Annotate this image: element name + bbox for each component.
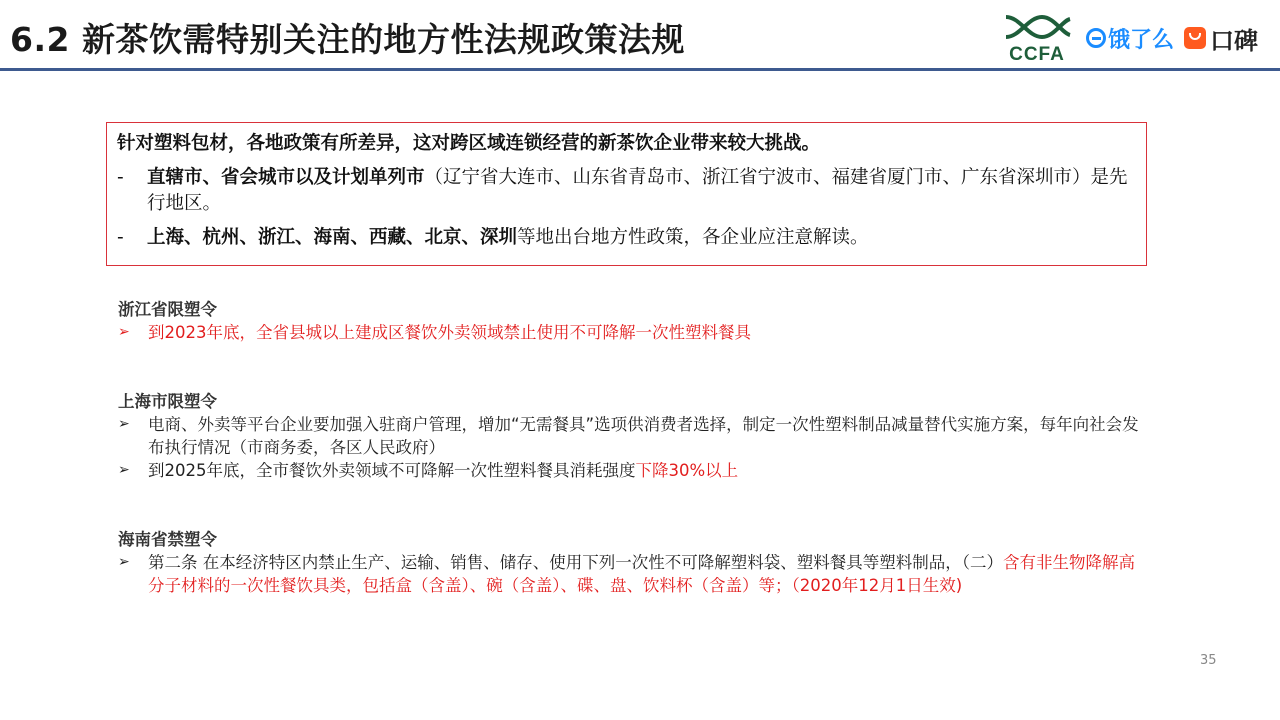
page-number: 35 <box>1200 653 1217 668</box>
summary-item-text: （辽宁省大连市、山东省青岛市、浙江省宁波市、福建省厦门市、广东省深圳市）是先行地区。 <box>147 167 1128 214</box>
koubei-logo <box>1184 21 1258 56</box>
section-title: 上海市限塑令 <box>118 392 217 411</box>
arrow-bullet-icon: ➢ <box>118 416 130 432</box>
dash-bullet: - <box>117 167 124 188</box>
list-item-text: 到2025年底，全市餐饮外卖领域不可降解一次性塑料餐具消耗强度 <box>148 461 636 480</box>
summary-item-text: 等地出台地方性政策，各企业应注意解读。 <box>517 227 869 248</box>
eleme-logo-text: 饿了么 <box>1107 27 1174 53</box>
section-title: 海南省禁塑令 <box>118 530 217 549</box>
summary-item <box>117 165 1136 217</box>
list-item <box>118 413 1148 459</box>
summary-heading: 针对塑料包材，各地政策有所差异，这对跨区域连锁经营的新茶饮企业带来较大挑战。 <box>117 133 821 154</box>
ccfa-logo-text: CCFA <box>1009 44 1065 65</box>
eleme-icon <box>1086 28 1106 48</box>
arrow-bullet-icon: ➢ <box>118 554 130 570</box>
ccfa-logo <box>998 11 1076 65</box>
list-item <box>118 459 1148 482</box>
arrow-bullet-icon: ➢ <box>118 324 130 340</box>
list-item-text: 到2023年底，全省县城以上建成区餐饮外卖领域禁止使用不可降解一次性塑料餐具 <box>148 323 751 342</box>
highlight-text: 含有非生物降解高分子材料的一次性餐饮具类，包括盒（含盖）、碗（含盖）、碟、盘、饮料杯（含盖）等；（2020年12月1日生效) <box>148 553 1135 595</box>
page-title: 6.2 新茶饮需特别关注的地方性法规政策法规 <box>10 20 685 59</box>
dash-bullet: - <box>117 227 124 248</box>
eleme-logo <box>1086 23 1174 54</box>
title-divider <box>0 68 1280 71</box>
logo-group <box>998 10 1258 66</box>
summary-item-bold: 直辖市、省会城市以及计划单列市 <box>147 167 425 188</box>
list-item-text: 电商、外卖等平台企业要加强入驻商户管理，增加“无需餐具”选项供消费者选择，制定一次性塑料制品减量替代实施方案，每年向社会发布执行情况（市商务委，各区人民政府） <box>148 415 1139 457</box>
arrow-bullet-icon: ➢ <box>118 462 130 478</box>
list-item <box>118 551 1138 597</box>
highlight-text: 下降30%以上 <box>635 461 739 480</box>
list-item <box>118 321 1138 344</box>
summary-item <box>117 225 1136 251</box>
section-hainan <box>118 528 1138 597</box>
list-item-text: 第二条 在本经济特区内禁止生产、运输、销售、储存、使用下列一次性不可降解塑料袋、塑料餐具等塑料制品，（二） <box>148 553 1003 572</box>
koubei-logo-text: 口碑 <box>1210 26 1258 55</box>
koubei-icon <box>1184 27 1206 49</box>
summary-box <box>106 122 1147 266</box>
summary-item-bold: 上海、杭州、浙江、海南、西藏、北京、深圳 <box>147 227 518 248</box>
section-shanghai <box>118 390 1148 482</box>
section-title: 浙江省限塑令 <box>118 300 217 319</box>
section-zhejiang <box>118 298 1138 344</box>
